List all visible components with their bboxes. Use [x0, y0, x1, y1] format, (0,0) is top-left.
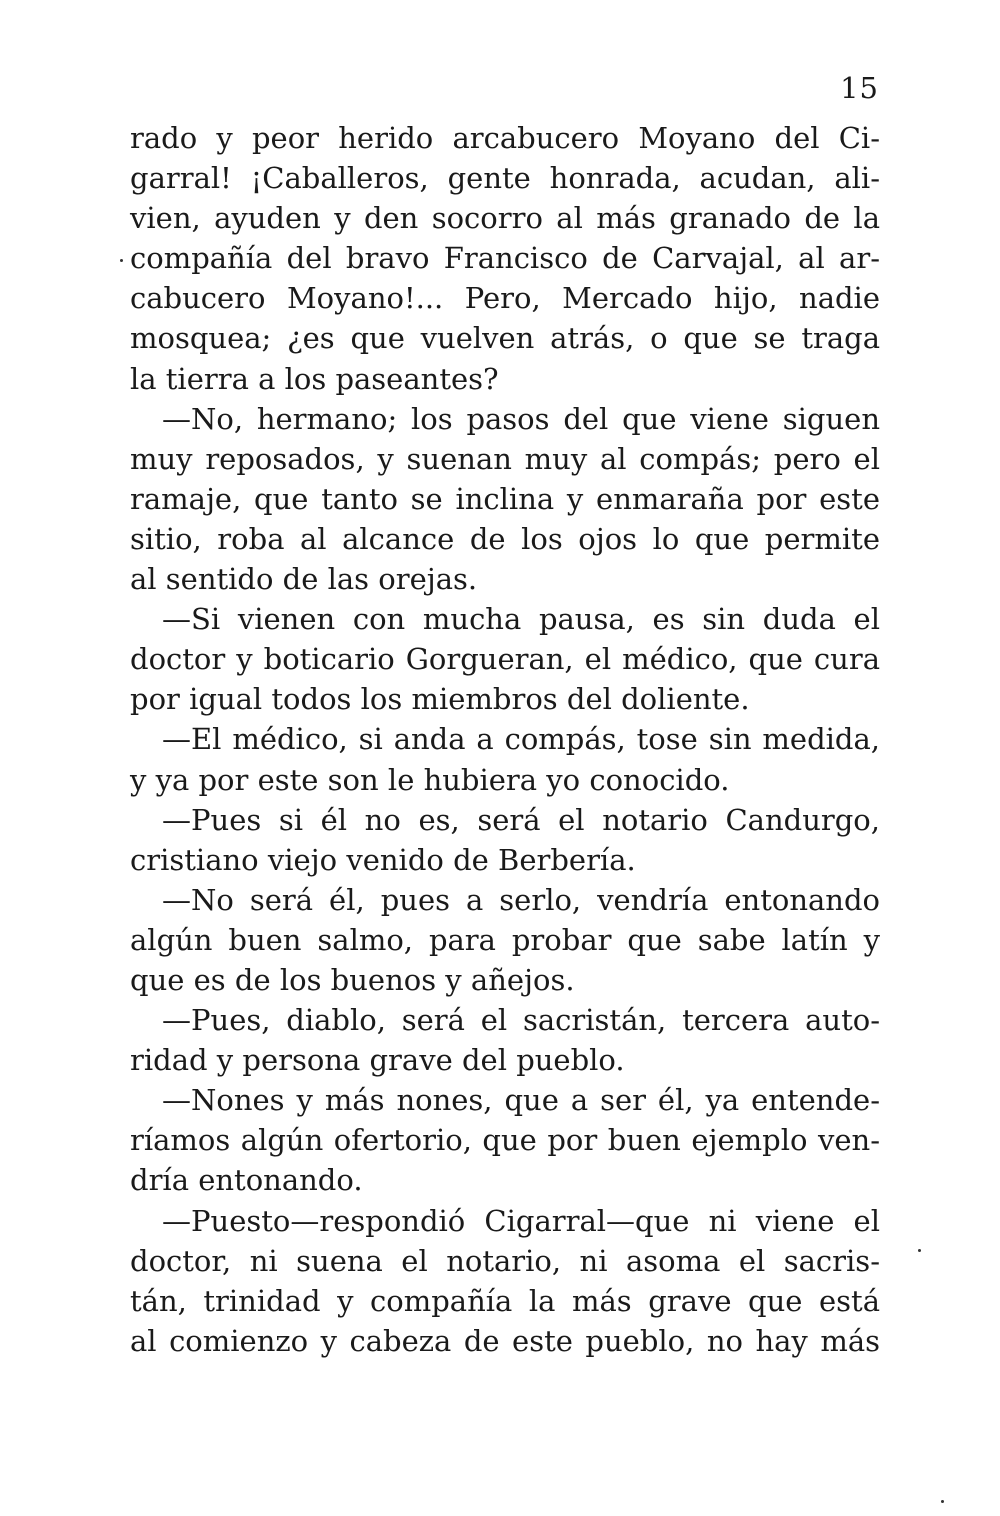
text-line: doctor, ni suena el notario, ni asoma el sacris-: [130, 1243, 880, 1278]
text-line: algún buen salmo, para probar que sabe latín y: [130, 922, 880, 957]
text-line: dría entonando.: [130, 1163, 363, 1198]
text-line: vien, ayuden y den socorro al más granado de la: [130, 201, 880, 236]
text-line: la tierra a los paseantes?: [130, 361, 499, 396]
text-line: —Si vienen con mucha pausa, es sin duda el: [162, 602, 880, 637]
text-line: —No será él, pues a serlo, vendría entonando: [162, 882, 880, 917]
text-line: muy reposados, y suenan muy al compás; pero el: [130, 441, 880, 476]
text-line: por igual todos los miembros del doliente.: [130, 682, 750, 717]
text-line: tán, trinidad y compañía la más grave que está: [130, 1283, 880, 1318]
text-line: —El médico, si anda a compás, tose sin medida,: [162, 722, 880, 757]
text-line: al sentido de las orejas.: [130, 562, 478, 597]
body-text: [130, 118, 880, 1361]
text-line: cristiano viejo venido de Berbería.: [130, 842, 636, 877]
text-line: al comienzo y cabeza de este pueblo, no hay más: [130, 1323, 880, 1358]
text-line: doctor y boticario Gorgueran, el médico, que cura: [130, 642, 880, 677]
text-line: —Nones y más nones, que a ser él, ya entende-: [162, 1083, 880, 1118]
print-speck: [918, 1249, 921, 1252]
print-speck: [120, 259, 123, 262]
page-number: 15: [840, 71, 879, 105]
text-line: —No, hermano; los pasos del que viene siguen: [162, 401, 880, 436]
text-line: —Pues, diablo, será el sacristán, tercera auto-: [162, 1003, 880, 1038]
print-speck: [941, 1500, 944, 1503]
text-line: sitio, roba al alcance de los ojos lo que permite: [130, 521, 880, 556]
text-line: que es de los buenos y añejos.: [130, 962, 575, 997]
text-line: ríamos algún ofertorio, que por buen ejemplo ven-: [130, 1123, 880, 1158]
text-line: compañía del bravo Francisco de Carvajal, al ar-: [130, 241, 880, 276]
text-line: —Puesto—respondió Cigarral—que ni viene el: [162, 1203, 880, 1238]
text-line: ramaje, que tanto se inclina y enmaraña por este: [130, 481, 880, 516]
text-line: garral! ¡Caballeros, gente honrada, acudan, ali-: [130, 161, 880, 196]
text-line: rado y peor herido arcabucero Moyano del Ci-: [130, 121, 880, 155]
text-line: y ya por este son le hubiera yo conocido.: [130, 762, 730, 797]
text-line: cabucero Moyano!... Pero, Mercado hijo, nadie: [130, 281, 880, 316]
text-line: mosquea; ¿es que vuelven atrás, o que se traga: [130, 321, 880, 356]
text-line: —Pues si él no es, será el notario Candurgo,: [162, 802, 880, 837]
text-line: ridad y persona grave del pueblo.: [130, 1043, 625, 1078]
